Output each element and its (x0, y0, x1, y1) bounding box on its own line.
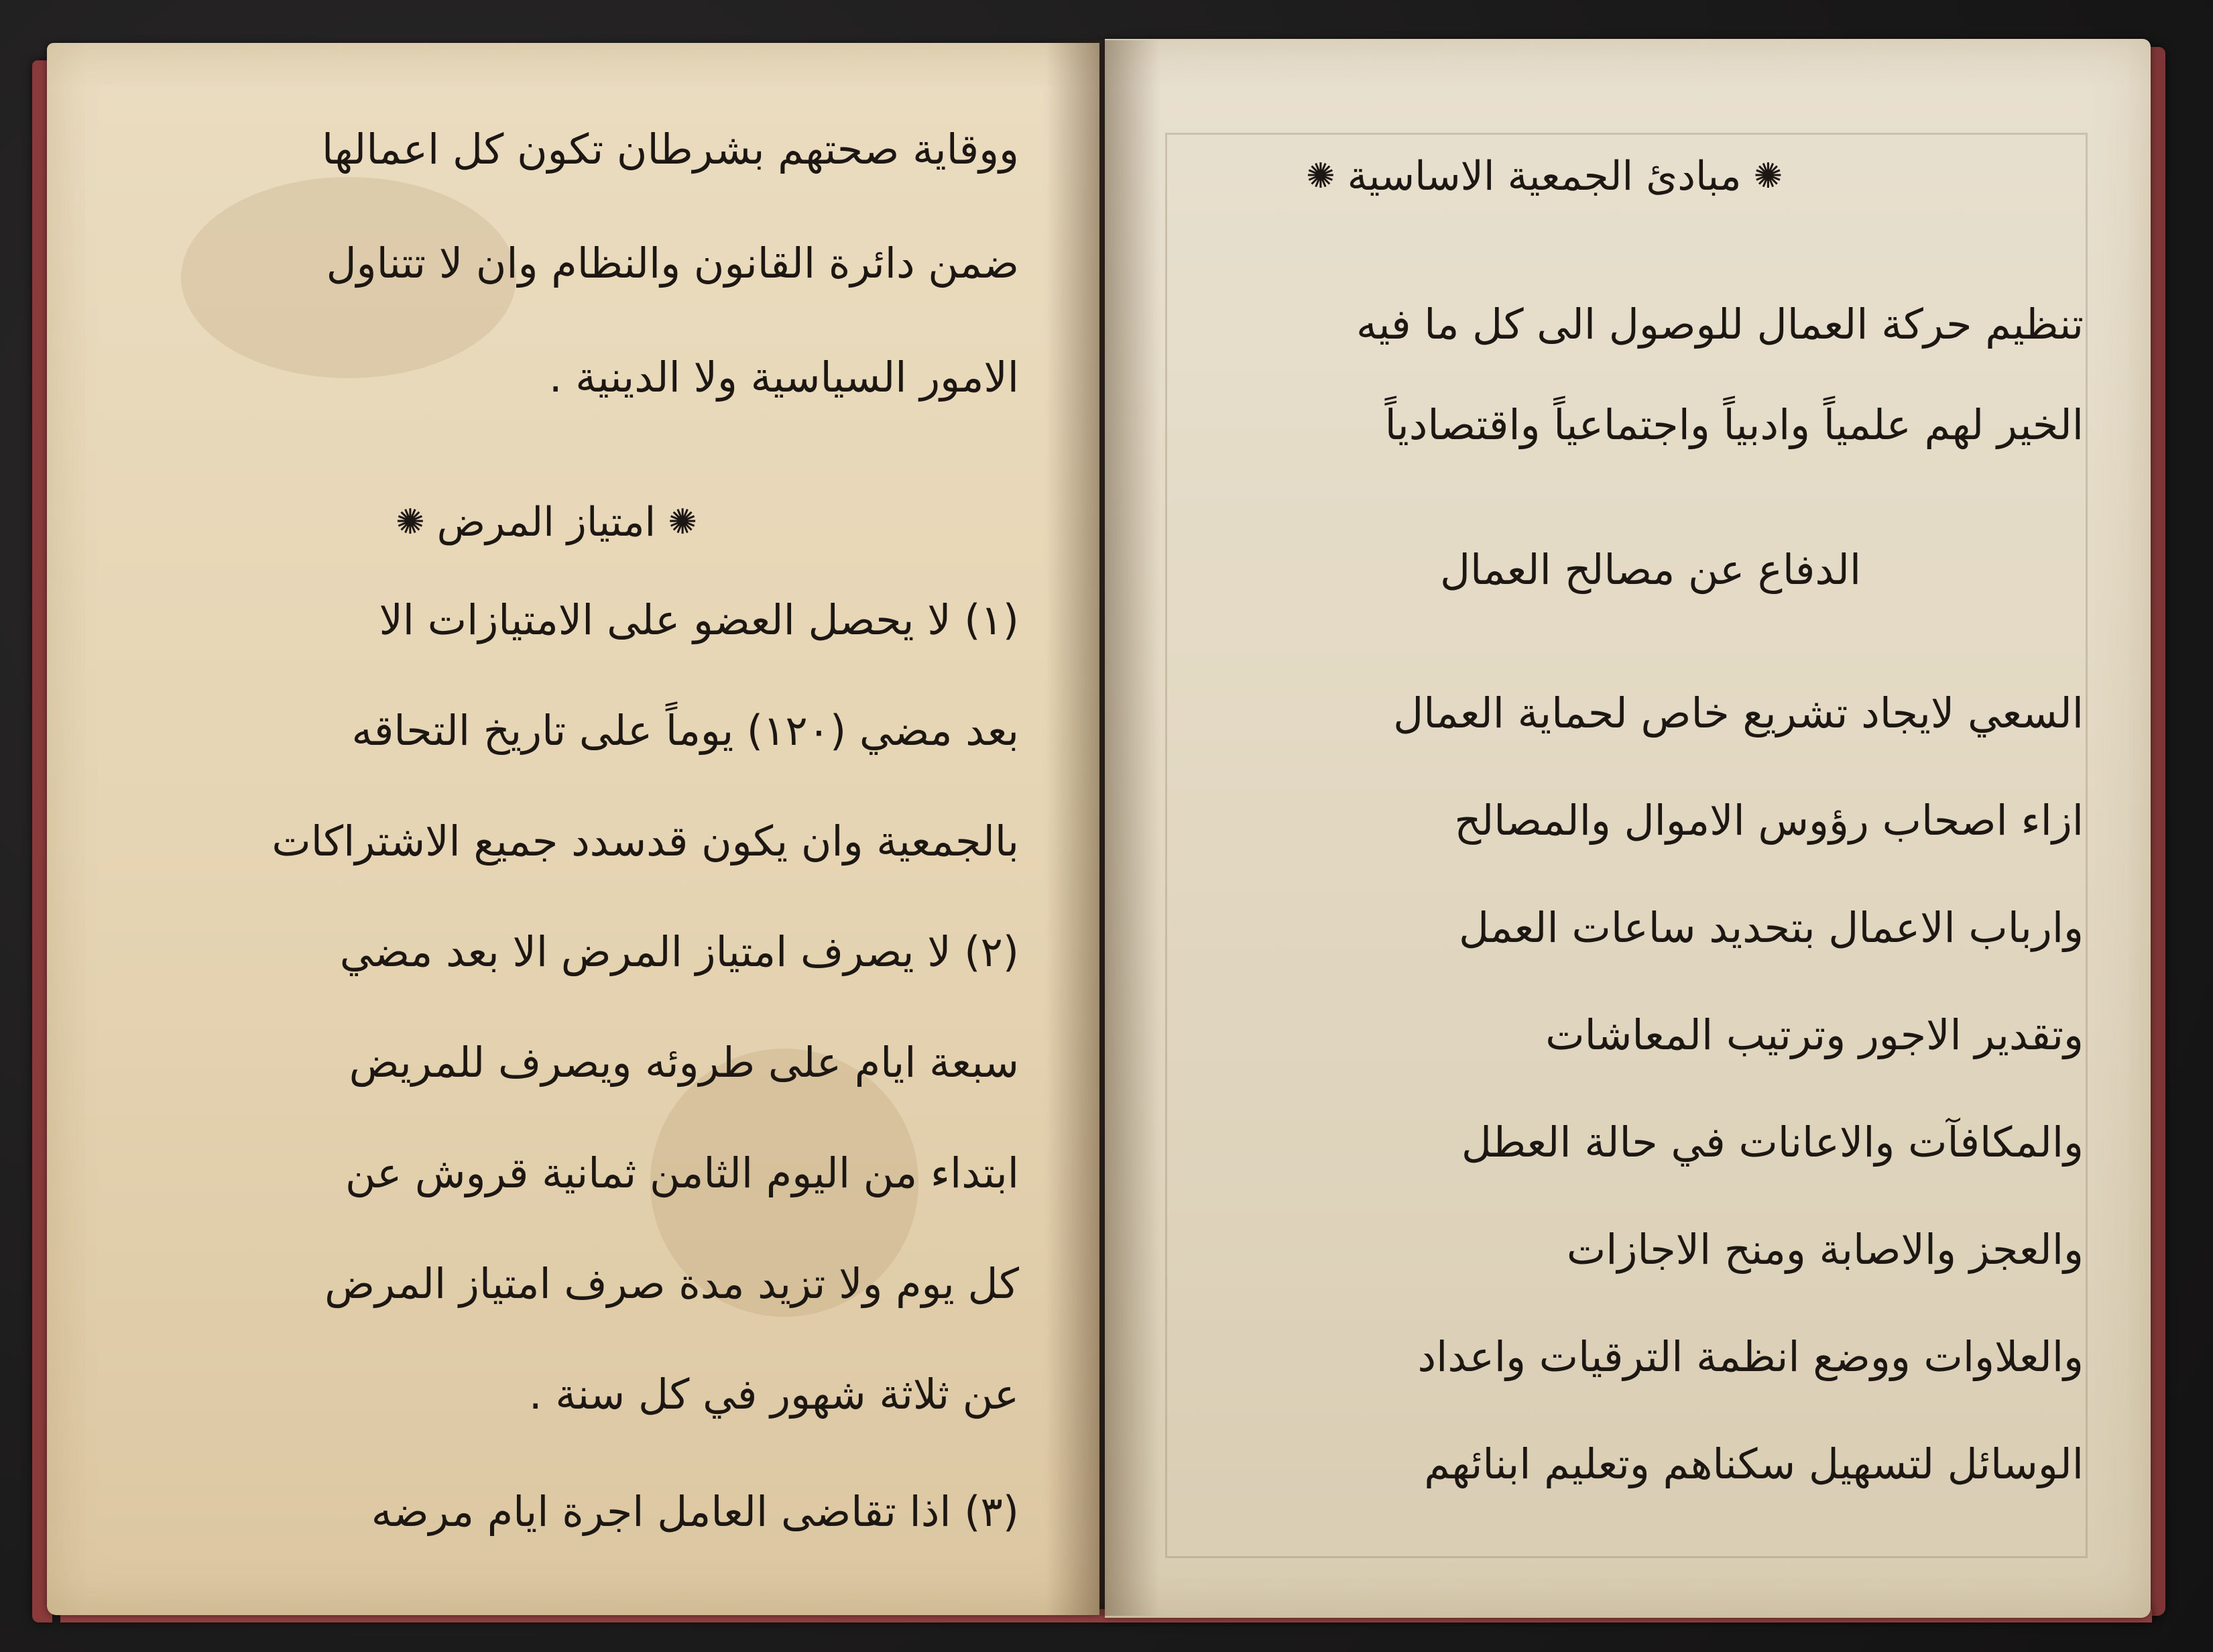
clause-line-6: ابتداء من اليوم الثامن ثمانية قروش عن (345, 1148, 1019, 1197)
clause-line-2: بعد مضي (١٢٠) يوماً على تاريخ التحاقه (351, 706, 1019, 755)
clause-line-7: كل يوم ولا تزيد مدة صرف امتياز المرض (324, 1259, 1019, 1308)
clause-line-4: (٢) لا يصرف امتياز المرض الا بعد مضي (339, 927, 1019, 976)
star-ornament-icon: ✺ (1306, 156, 1335, 196)
left-line-2: ضمن دائرة القانون والنظام وان لا تتناول (326, 239, 1019, 288)
body-line-5: والمكافآت والاعانات في حالة العطل (1461, 1118, 2084, 1167)
body-line-2: ازاء اصحاب رؤوس الاموال والمصالح (1454, 796, 2084, 845)
left-line-3: الامور السياسية ولا الدينية . (548, 353, 1019, 402)
body-line-4: وتقدير الاجور وترتيب المعاشات (1545, 1010, 2084, 1059)
left-heading (396, 499, 697, 546)
clause-line-5: سبعة ايام على طروئه ويصرف للمريض (349, 1038, 1019, 1087)
star-ornament-icon: ✺ (668, 502, 697, 542)
body-line-3: وارباب الاعمال بتحديد ساعات العمل (1458, 903, 2084, 952)
clause-line-3: بالجمعية وان يكون قدسدد جميع الاشتراكات (272, 817, 1019, 866)
body-line-1: السعي لايجاد تشريع خاص لحماية العمال (1393, 689, 2084, 738)
left-line-1: ووقاية صحتهم بشرطان تكون كل اعمالها (321, 125, 1019, 174)
right-line-2: الخير لهم علمياً وادبياً واجتماعياً واقتصادياً (1384, 400, 2084, 449)
right-center-line: الدفاع عن مصالح العمال (1440, 545, 1862, 594)
body-line-7: والعلاوات ووضع انظمة الترقيات واعداد (1417, 1332, 2084, 1381)
right-heading (1306, 153, 1783, 200)
left-page (47, 43, 1099, 1615)
clause-line-1: (١) لا يحصل العضو على الامتيازات الا (379, 595, 1019, 644)
right-line-1: تنظيم حركة العمال للوصول الى كل ما فيه (1356, 300, 2084, 349)
clause-line-8: عن ثلاثة شهور في كل سنة . (528, 1370, 1019, 1419)
right-heading-text: مبادئ الجمعية الاساسية (1347, 153, 1742, 200)
body-line-6: والعجز والاصابة ومنح الاجازات (1566, 1225, 2084, 1274)
left-heading-text: امتياز المرض (436, 499, 656, 546)
clause-line-9: (٣) اذا تقاضى العامل اجرة ايام مرضه (371, 1487, 1019, 1536)
body-line-8: الوسائل لتسهيل سكناهم وتعليم ابنائهم (1424, 1439, 2084, 1488)
star-ornament-icon: ✺ (1753, 156, 1783, 196)
star-ornament-icon: ✺ (396, 502, 425, 542)
right-page (1105, 39, 2151, 1618)
